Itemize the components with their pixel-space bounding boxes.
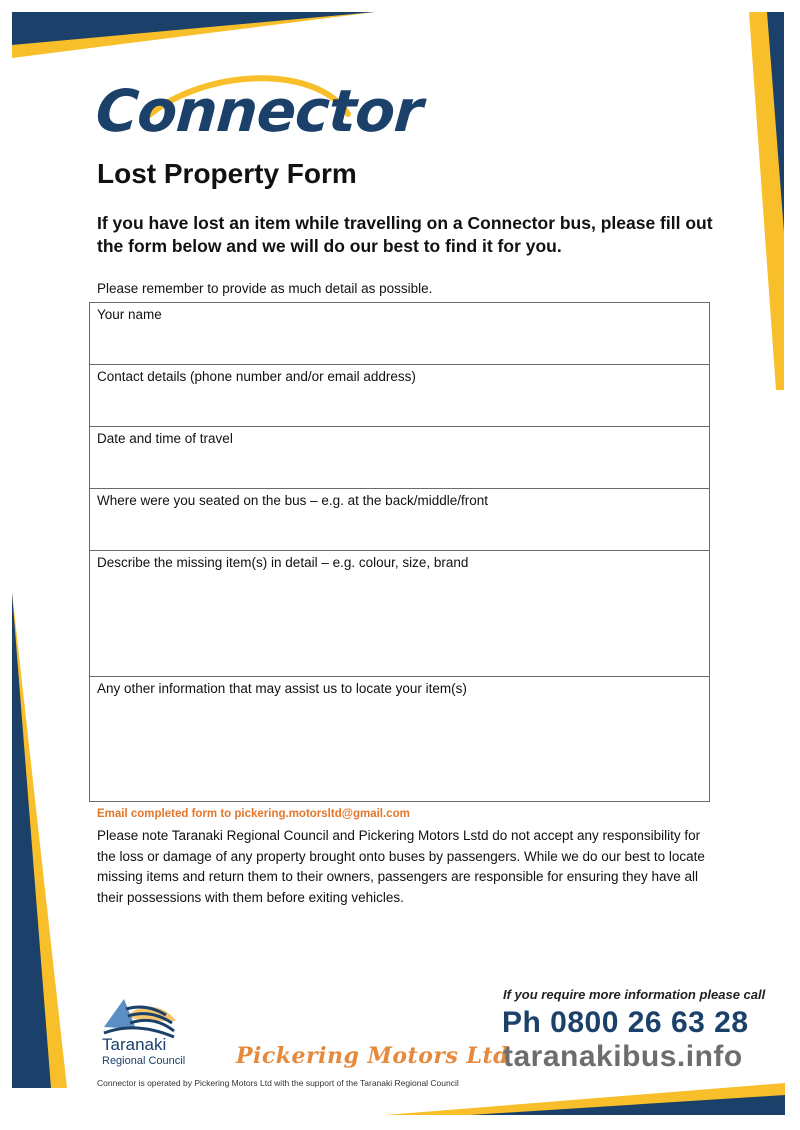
detail-note: Please remember to provide as much detail as possible. [97, 281, 433, 296]
logo-text: Connector [93, 77, 425, 145]
field-label: Contact details (phone number and/or email address) [97, 369, 416, 384]
operated-by-text: Connector is operated by Pickering Motors Ltd with the support of the Taranaki Regional Council [97, 1078, 459, 1088]
disclaimer-text: Please note Taranaki Regional Council and Pickering Motors Lstd do not accept any responsibility for the loss or damage of any property brought onto buses by passengers. While we do our best to locate missing items and return them to their owners, passengers are responsible for ensuring they have all their possessions with them before exiting vehicles. [97, 828, 705, 905]
field-other-info[interactable] [90, 677, 709, 801]
pickering-motors-logo: Pickering Motors Ltd [236, 1043, 510, 1069]
council-name-line1: Taranaki [102, 1035, 167, 1054]
field-date-time[interactable] [90, 427, 709, 489]
field-contact-details[interactable] [90, 365, 709, 427]
taranaki-council-logo [96, 995, 196, 1070]
field-your-name[interactable] [90, 303, 709, 365]
phone-number[interactable]: Ph 0800 26 63 28 [502, 1006, 749, 1039]
connector-logo [93, 68, 425, 148]
field-label: Date and time of travel [97, 431, 233, 446]
field-label: Where were you seated on the bus – e.g. at the back/middle/front [97, 493, 488, 508]
mountain-wave-icon [96, 995, 196, 1040]
field-label: Describe the missing item(s) in detail – e.g. colour, size, brand [97, 555, 469, 570]
field-label: Any other information that may assist us to locate your item(s) [97, 681, 467, 696]
council-name-line2: Regional Council [102, 1055, 186, 1067]
field-seat-location[interactable] [90, 489, 709, 551]
info-prompt: If you require more information please call [503, 987, 766, 1002]
field-item-description[interactable] [90, 551, 709, 677]
intro-text: If you have lost an item while travelling on a Connector bus, please fill out the form below and we will do our best to find it for you. [97, 213, 713, 256]
field-label: Your name [97, 307, 162, 322]
lost-property-form [89, 302, 710, 802]
website-link[interactable]: taranakibus.info [503, 1040, 743, 1073]
email-instruction[interactable]: Email completed form to pickering.motorsltd@gmail.com [97, 808, 410, 820]
page-title: Lost Property Form [97, 158, 357, 189]
